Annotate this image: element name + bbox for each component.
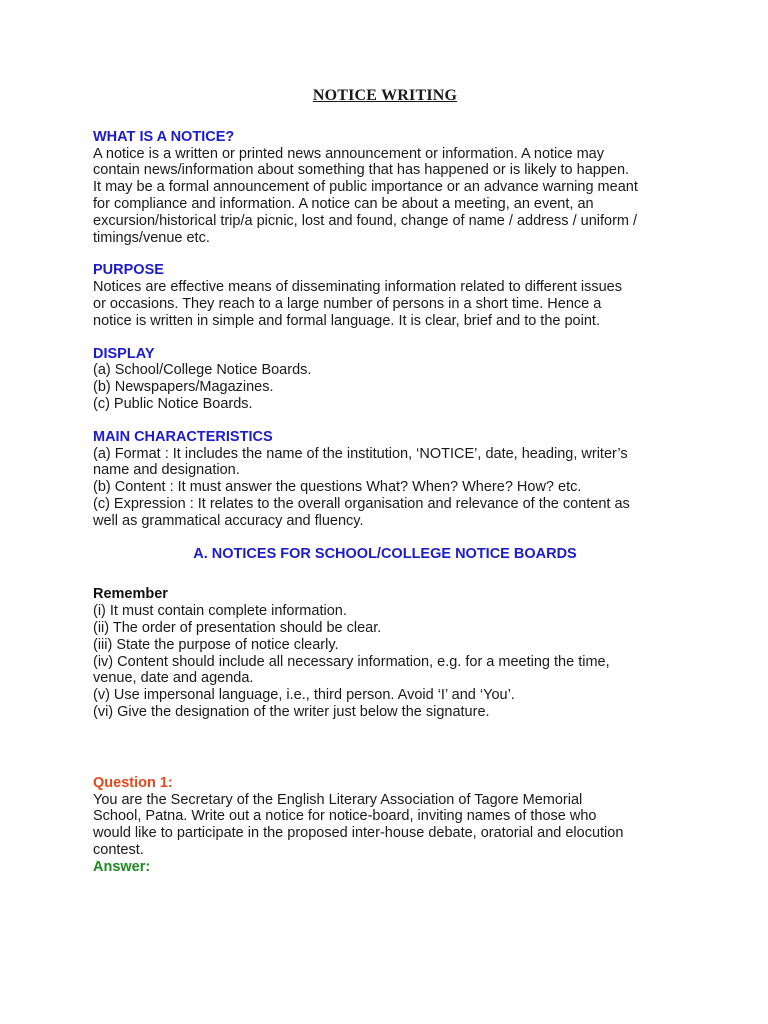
list-item: (ii) The order of presentation should be clear.	[93, 619, 382, 636]
list-item: (b) Newspapers/Magazines.	[93, 379, 274, 396]
question-line: School, Patna. Write out a notice for notice-board, inviting names of those who	[93, 808, 597, 825]
paragraph-line: timings/venue etc.	[93, 229, 210, 246]
list-item: (iv) Content should include all necessary information, e.g. for a meeting the time,	[93, 653, 610, 670]
paragraph-line: for compliance and information. A notice can be about a meeting, an event, an	[93, 195, 594, 212]
section-heading: WHAT IS A NOTICE?	[93, 128, 235, 145]
paragraph-line: Notices are effective means of disseminating information related to different issues	[93, 279, 622, 296]
list-item: (vi) Give the designation of the writer just below the signature.	[93, 703, 490, 720]
question-line: You are the Secretary of the English Literary Association of Tagore Memorial	[93, 791, 583, 808]
list-item: (v) Use impersonal language, i.e., third person. Avoid ‘I’ and ‘You’.	[93, 687, 515, 704]
paragraph-line: It may be a formal announcement of public importance or an advance warning meant	[93, 179, 638, 196]
list-item: well as grammatical accuracy and fluency.	[93, 512, 364, 529]
remember-heading: Remember	[93, 586, 168, 603]
question-line: contest.	[93, 841, 144, 858]
spacer	[93, 737, 693, 775]
list-item: (b) Content : It must answer the questions What? When? Where? How? etc.	[93, 479, 582, 496]
list-item: (i) It must contain complete information.	[93, 603, 347, 620]
section-what-is-notice	[93, 129, 693, 247]
list-item: venue, date and agenda.	[93, 670, 254, 687]
list-item: (a) Format : It includes the name of the institution, ‘NOTICE’, date, heading, writer’s	[93, 445, 628, 462]
list-item: name and designation.	[93, 462, 240, 479]
list-item: (a) School/College Notice Boards.	[93, 362, 312, 379]
answer-label: Answer:	[93, 858, 151, 875]
question-label: Question 1:	[93, 774, 173, 791]
list-item: (c) Expression : It relates to the overall organisation and relevance of the content as	[93, 495, 630, 512]
section-heading: DISPLAY	[93, 345, 155, 362]
section-question-1	[93, 775, 693, 876]
paragraph-line: excursion/historical trip/a picnic, lost and found, change of name / address / uniform /	[93, 212, 638, 229]
document-page	[93, 88, 693, 875]
page-title: NOTICE WRITING	[312, 87, 458, 104]
section-heading: PURPOSE	[93, 262, 164, 279]
list-item: (iii) State the purpose of notice clearly.	[93, 636, 339, 653]
section-main-characteristics	[93, 429, 693, 530]
section-heading: MAIN CHARACTERISTICS	[93, 428, 273, 445]
question-line: would like to participate in the proposed inter-house debate, oratorial and elocution	[93, 825, 624, 842]
section-display	[93, 346, 693, 413]
section-purpose	[93, 262, 693, 329]
paragraph-line: notice is written in simple and formal language. It is clear, brief and to the point.	[93, 312, 600, 329]
paragraph-line: or occasions. They reach to a large number of persons in a short time. Hence a	[93, 295, 602, 312]
paragraph-line: A notice is a written or printed news announcement or information. A notice may	[93, 145, 604, 162]
section-remember	[93, 586, 693, 720]
paragraph-line: contain news/information about something that has happened or is likely to happen.	[93, 162, 630, 179]
section-a-heading: A. NOTICES FOR SCHOOL/COLLEGE NOTICE BOARDS	[193, 545, 577, 562]
list-item: (c) Public Notice Boards.	[93, 395, 253, 412]
